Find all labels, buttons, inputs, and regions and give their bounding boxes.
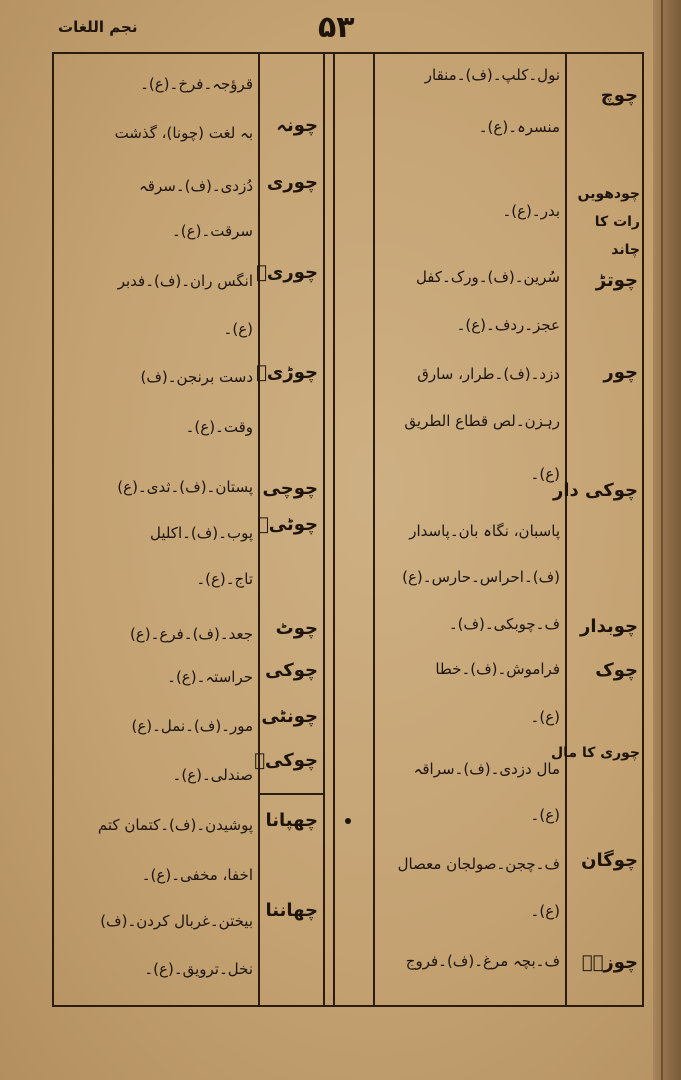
column-divider <box>565 52 567 1007</box>
definition-line: عجز۔ردف۔(ع)۔ <box>456 316 560 334</box>
definition-line: صندلی۔(ع)۔ <box>172 766 253 784</box>
definition-line: (ع)۔ <box>530 806 560 824</box>
definition-line: حراستہ۔(ع)۔ <box>167 668 253 686</box>
definition-line: رہزن۔لص قطاع الطریق <box>404 412 560 430</box>
column-divider <box>323 52 325 1007</box>
page-number: ۵۳ <box>318 10 355 45</box>
definition-line: تاج۔(ع)۔ <box>196 570 253 588</box>
binding-line <box>661 0 663 1080</box>
headword: چوری کا مال <box>551 745 640 761</box>
definition-line: پوب۔(ف)۔اکلیل <box>149 524 253 542</box>
definition-line: وقت۔(ع)۔ <box>185 418 253 436</box>
headword: چوکیؔ <box>254 750 318 771</box>
definition-line: دست برنجن۔(ف) <box>140 368 253 386</box>
headword: چوری <box>266 172 318 193</box>
headword: چوتڑ <box>595 270 638 291</box>
headword: چوچی <box>262 478 318 499</box>
definition-line: سُرین۔(ف)۔ورک۔کفل <box>415 268 560 286</box>
definition-line: (ع)۔ <box>223 320 253 338</box>
definition-line: نول۔کلپ۔(ف)۔منقار <box>424 66 560 84</box>
row-divider <box>258 793 324 795</box>
definition-line: بدر۔(ع)۔ <box>502 202 560 220</box>
book-gutter <box>653 0 681 1080</box>
definition-line: ف۔چوبکی۔(ف)۔ <box>448 615 560 633</box>
definition-line: پستان۔(ف)۔ثدی۔(ع) <box>117 478 253 496</box>
definition-line: بیختن۔غربال کردن۔(ف) <box>100 912 253 930</box>
headword: چونہ <box>276 115 318 136</box>
definition-line: فراموش۔(ف)۔خطا <box>435 660 560 678</box>
definition-line: اخفا، مخفی۔(ع)۔ <box>141 866 253 884</box>
definition-line: منسرہ۔(ع)۔ <box>478 118 560 136</box>
definition-line: پوشیدن۔(ف)۔کتمان کتم <box>97 816 253 834</box>
headword: چوکی <box>265 660 318 681</box>
definition-line: (ع)۔ <box>530 465 560 483</box>
definition-line: (ع)۔ <box>530 708 560 726</box>
headword: چودھویں رات کا چاند <box>577 186 640 258</box>
headword: چوبدار <box>580 616 638 637</box>
definition-line: نخل۔ترویق۔(ع)۔ <box>144 960 253 978</box>
definition-line: قرؤجہ۔فرخ۔(ع)۔ <box>140 75 253 93</box>
definition-line: (ف)۔احراس۔حارس۔(ع) <box>402 568 560 586</box>
headword: چوٹ <box>275 618 318 639</box>
definition-line: دزد۔(ف)۔طرار، سارق <box>417 365 560 383</box>
definition-line: پاسبان، نگاہ بان۔پاسدار <box>409 522 560 540</box>
headword: چھاننا <box>265 900 318 921</box>
headword: چوگان <box>581 850 638 871</box>
definition-line: سرقت۔(ع)۔ <box>172 222 253 240</box>
definition-line: دُزدی۔(ف)۔سرقہ <box>139 177 253 195</box>
definition-line: انگس ران۔(ف)۔فدبر <box>117 272 253 290</box>
headword: چونٹی <box>261 706 318 727</box>
definition-line: ف۔بچہ مرغ۔(ف)۔فروج <box>405 952 560 970</box>
definition-line: (ع)۔ <box>530 902 560 920</box>
definition-line: جعد۔(ف)۔فرع۔(ع) <box>129 625 253 643</box>
headword: چوریؔ <box>256 262 318 283</box>
headword: چوچ <box>600 85 638 106</box>
headword: چھپانا <box>265 810 318 831</box>
ink-dot <box>345 818 351 824</box>
definition-line: مال دزدی۔(ف)۔سراقہ <box>413 760 560 778</box>
definition-line: مور۔(ف)۔نمل۔(ع) <box>131 717 253 735</box>
headword: چوک <box>595 660 638 681</box>
running-title: نجم اللغات <box>58 18 138 36</box>
headword: چوکی دار <box>553 480 638 501</box>
headword: چوڑیؔ <box>256 362 318 383</box>
headword: چور <box>603 362 638 383</box>
headword: چوزہؔ <box>581 952 638 973</box>
headword: چوٹیؔ <box>257 514 318 535</box>
column-divider <box>333 52 335 1007</box>
column-divider <box>373 52 375 1007</box>
definition-line: بہ لغت (چونا)، گذشت <box>114 124 253 142</box>
definition-line: ف۔چجن۔صولجان معصال <box>397 855 560 873</box>
